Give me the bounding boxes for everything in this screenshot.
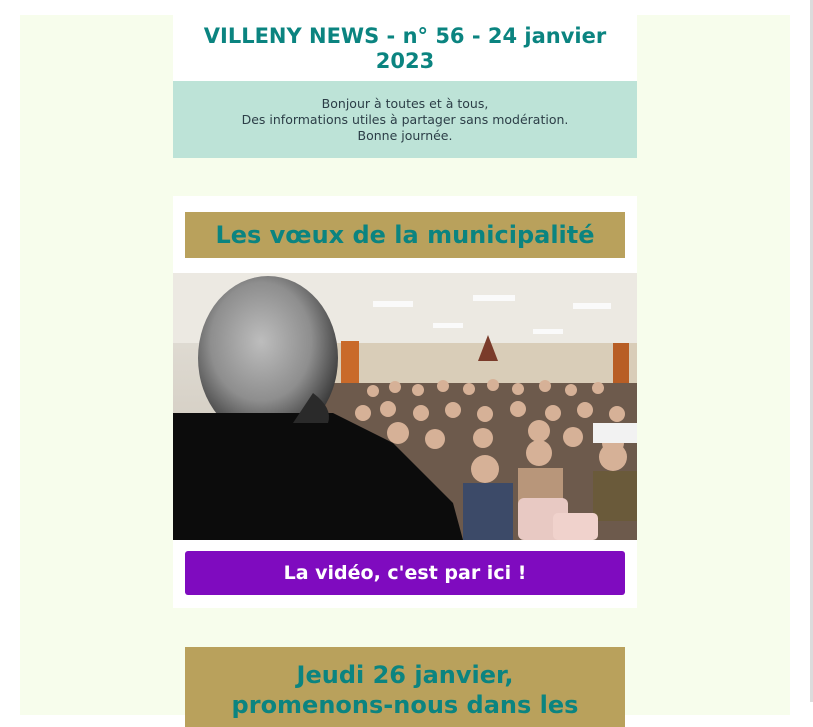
next-section-heading-band: [185, 647, 625, 727]
greeting-line-1: Bonjour à toutes et à tous,: [321, 96, 489, 111]
voeux-photo[interactable]: [173, 273, 637, 540]
greeting-line-3: Bonne journée.: [357, 128, 453, 143]
newsletter-title: VILLENY NEWS - n° 56 - 24 janvier 2023: [203, 24, 607, 73]
newsletter-header: [173, 15, 637, 81]
audience-photo-icon: [173, 273, 637, 540]
video-link-button[interactable]: [185, 551, 625, 595]
next-section-heading-line-2: promenons-nous dans les: [231, 691, 579, 719]
voeux-card: [173, 196, 637, 608]
video-link-label: La vidéo, c'est par ici !: [283, 562, 527, 584]
voeux-heading: Les vœux de la municipalité: [215, 221, 595, 249]
next-section-heading-line-1: Jeudi 26 janvier,: [296, 661, 514, 689]
greeting-line-2: Des informations utiles à partager sans modération.: [241, 112, 569, 127]
greeting-box: [173, 81, 637, 158]
voeux-heading-band: [185, 212, 625, 258]
